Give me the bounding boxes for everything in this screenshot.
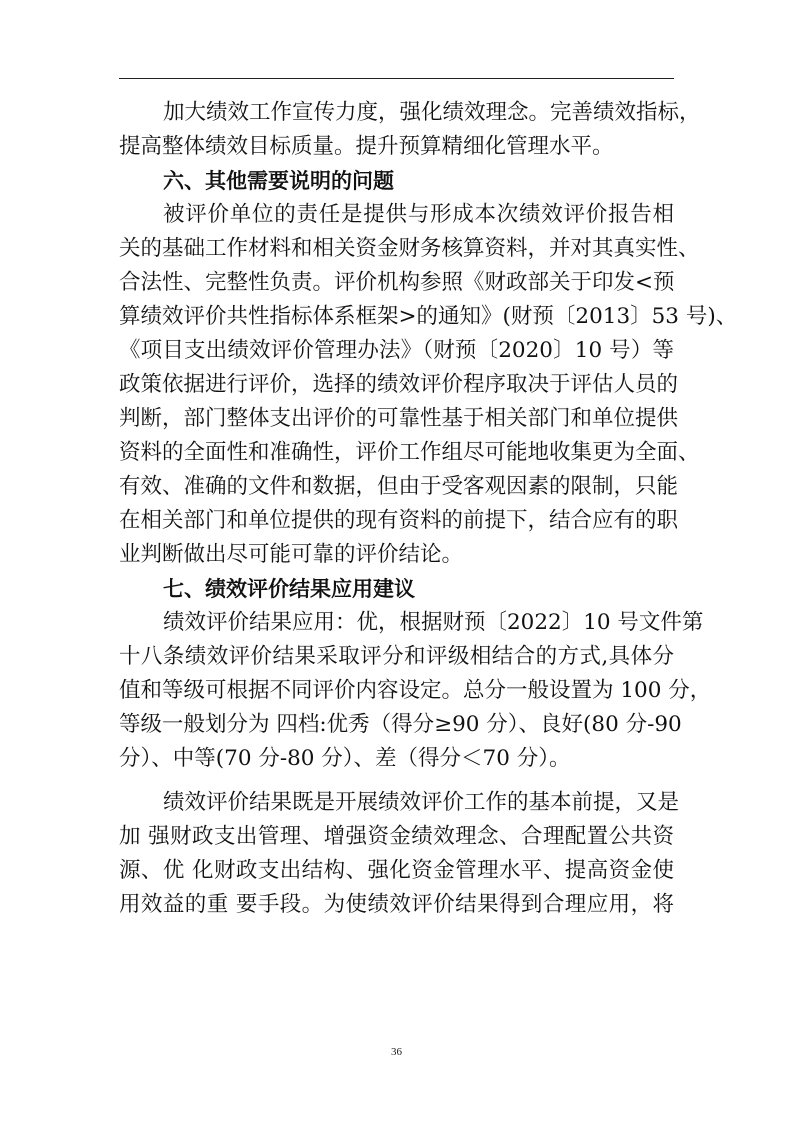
text-line: 值和等级可根据不同评价内容设定。总分一般设置为 100 分， [119,678,712,703]
text-line: 合法性、完整性负责。评价机构参照《财政部关于印发<预 [119,270,675,295]
document-body [119,96,738,922]
text-line: 十八条绩效评价结果采取评分和评级相结合的方式,具体分 [119,644,674,669]
section-heading-6: 六、其他需要说明的问题 [163,169,394,193]
paragraph-gap [119,776,674,786]
header-rule [119,78,674,79]
text-line: 等级一般划分为 四档:优秀（得分≥90 分）、良好(80 分-90 [119,712,682,737]
text-line: 《项目支出绩效评价管理办法》（财预〔2020〕10 号）等 [119,338,674,363]
text-line: 用效益的重 要手段。为使绩效评价结果得到合理应用，将 [119,892,674,917]
text-line: 资料的全面性和准确性，评价工作组尽可能地收集更为全面、 [119,440,700,465]
section-heading-7: 七、绩效评价结果应用建议 [163,577,415,601]
text-line: 绩效评价结果既是开展绩效评价工作的基本前提，又是 [163,790,680,815]
text-line: 提高整体绩效目标质量。提升预算精细化管理水平。 [119,134,614,159]
text-line: 源、优 化财政支出结构、强化资金管理水平、提高资金使 [119,858,674,883]
text-line: 在相关部门和单位提供的现有资料的前提下，结合应有的职 [119,508,679,533]
text-line: 分）、中等(70 分-80 分）、差（得分＜70 分）。 [119,746,571,771]
text-line: 绩效评价结果应用：优，根据财预〔2022〕10 号文件第 [163,610,704,635]
text-line: 关的基础工作材料和相关资金财务核算资料，并对其真实性、 [119,236,700,261]
paragraph-2 [119,198,738,572]
text-line: 业判断做出尽可能可靠的评价结论。 [119,542,464,567]
text-line: 判断，部门整体支出评价的可靠性基于相关部门和单位提供 [119,406,679,431]
text-line: 加 强财政支出管理、增强资金绩效理念、合理配置公共资 [119,824,674,849]
text-line: 有效、准确的文件和数据，但由于受客观因素的限制，只能 [119,474,679,499]
paragraph-1 [119,96,701,164]
page-number: 36 [391,1046,402,1058]
text-line: 加大绩效工作宣传力度，强化绩效理念。完善绩效指标， [163,100,701,125]
text-line: 算绩效评价共性指标体系框架>的通知》(财预〔2013〕53 号)、 [119,304,738,329]
paragraph-3 [119,606,712,776]
text-line: 被评价单位的责任是提供与形成本次绩效评价报告相 [163,202,674,227]
paragraph-4 [119,786,680,922]
text-line: 政策依据进行评价，选择的绩效评价程序取决于评估人员的 [119,372,679,397]
